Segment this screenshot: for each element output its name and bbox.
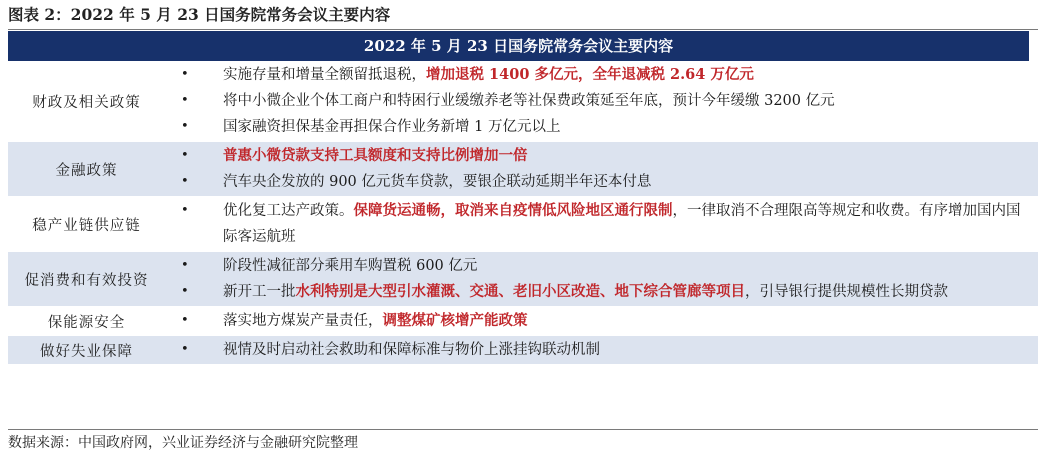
table-row: [8, 307, 1038, 336]
figure-title: 图表 2：2022 年 5 月 23 日国务院常务会议主要内容: [8, 5, 391, 24]
highlighted-text: 增加退税 1400 多亿元，全年退减税 2.64 万亿元: [426, 66, 754, 83]
measure-text: [223, 253, 1023, 279]
plain-text: 落实地方煤炭产量责任，: [223, 313, 383, 329]
bullet-icon: •: [181, 93, 189, 108]
policy-table-body: [8, 61, 1038, 365]
plain-text: 视情及时启动社会救助和保障标准与物价上涨挂钩联动机制: [223, 342, 600, 358]
table-header: 2022 年 5 月 23 日国务院常务会议主要内容: [8, 31, 1029, 61]
table-row: [8, 252, 1038, 307]
title-divider: [8, 29, 1038, 30]
measure-list: [165, 142, 1038, 196]
plain-text: ，一律取消不合理限高等规定和收费。有序增加国内国际客运航班: [223, 203, 1021, 245]
highlighted-text: 普惠小微贷款支持工具额度和支持比例增加一倍: [223, 147, 528, 164]
bullet-icon: •: [181, 258, 189, 273]
measure-list: [165, 252, 1038, 306]
measure-text: [223, 143, 1023, 169]
measure-list: [165, 307, 1038, 335]
bullet-icon: •: [181, 67, 189, 82]
measure-text: [223, 114, 1023, 140]
table-row: [8, 142, 1038, 197]
plain-text: 汽车央企发放的 900 亿元货车贷款，要银企联动延期半年还本付息: [223, 174, 652, 190]
measure-item: [165, 279, 1038, 305]
category-cell: 促消费和有效投资: [24, 272, 149, 289]
plain-text: 国家融资担保基金再担保合作业务新增 1 万亿元以上: [223, 119, 561, 135]
measure-text: [223, 337, 1023, 363]
measure-item: [165, 337, 1038, 363]
measure-item: [165, 143, 1038, 169]
category-cell: 保能源安全: [47, 314, 126, 331]
measure-item: [165, 114, 1038, 140]
bullet-icon: •: [181, 342, 189, 357]
plain-text: 阶段性减征部分乘用车购置税 600 亿元: [223, 258, 478, 274]
measure-item: [165, 62, 1038, 88]
measure-text: [223, 169, 1023, 195]
plain-text: 新开工一批: [223, 284, 296, 300]
source-note: 数据来源：中国政府网，兴业证券经济与金融研究院整理: [8, 429, 1038, 458]
measure-text: [223, 198, 1023, 250]
measure-item: [165, 198, 1038, 250]
category-cell: 金融政策: [55, 162, 118, 179]
measure-list: [165, 61, 1038, 141]
plain-text: 优化复工达产政策。: [223, 203, 354, 219]
highlighted-text: 保障货运通畅，取消来自疫情低风险地区通行限制: [353, 202, 673, 219]
highlighted-text: 水利特别是大型引水灌溉、交通、老旧小区改造、地下综合管廊等项目: [295, 283, 745, 300]
measure-text: [223, 88, 1023, 114]
measure-list: [165, 336, 1038, 364]
bullet-icon: •: [181, 313, 189, 328]
table-row: [8, 197, 1038, 252]
bullet-icon: •: [181, 284, 189, 299]
bullet-icon: •: [181, 119, 189, 134]
bullet-icon: •: [181, 174, 189, 189]
highlighted-text: 调整煤矿核增产能政策: [382, 312, 528, 329]
category-cell: 财政及相关政策: [32, 94, 141, 111]
measure-text: [223, 62, 1023, 88]
category-cell: 稳产业链供应链: [32, 217, 141, 234]
bullet-icon: •: [181, 148, 189, 163]
plain-text: 将中小微企业个体工商户和特困行业缓缴养老等社保费政策延至年底，预计今年缓缴 3200 亿元: [223, 93, 835, 109]
bullet-icon: •: [181, 203, 189, 218]
measure-item: [165, 253, 1038, 279]
measure-item: [165, 169, 1038, 195]
plain-text: ，引导银行提供规模性长期贷款: [745, 284, 948, 300]
measure-text: [223, 279, 1023, 305]
category-cell: 做好失业保障: [40, 343, 133, 360]
table-row: [8, 336, 1038, 365]
table-row: [8, 61, 1038, 142]
measure-text: [223, 308, 1023, 334]
measure-list: [165, 197, 1038, 251]
plain-text: 实施存量和增量全额留抵退税，: [223, 67, 426, 83]
measure-item: [165, 88, 1038, 114]
measure-item: [165, 308, 1038, 334]
